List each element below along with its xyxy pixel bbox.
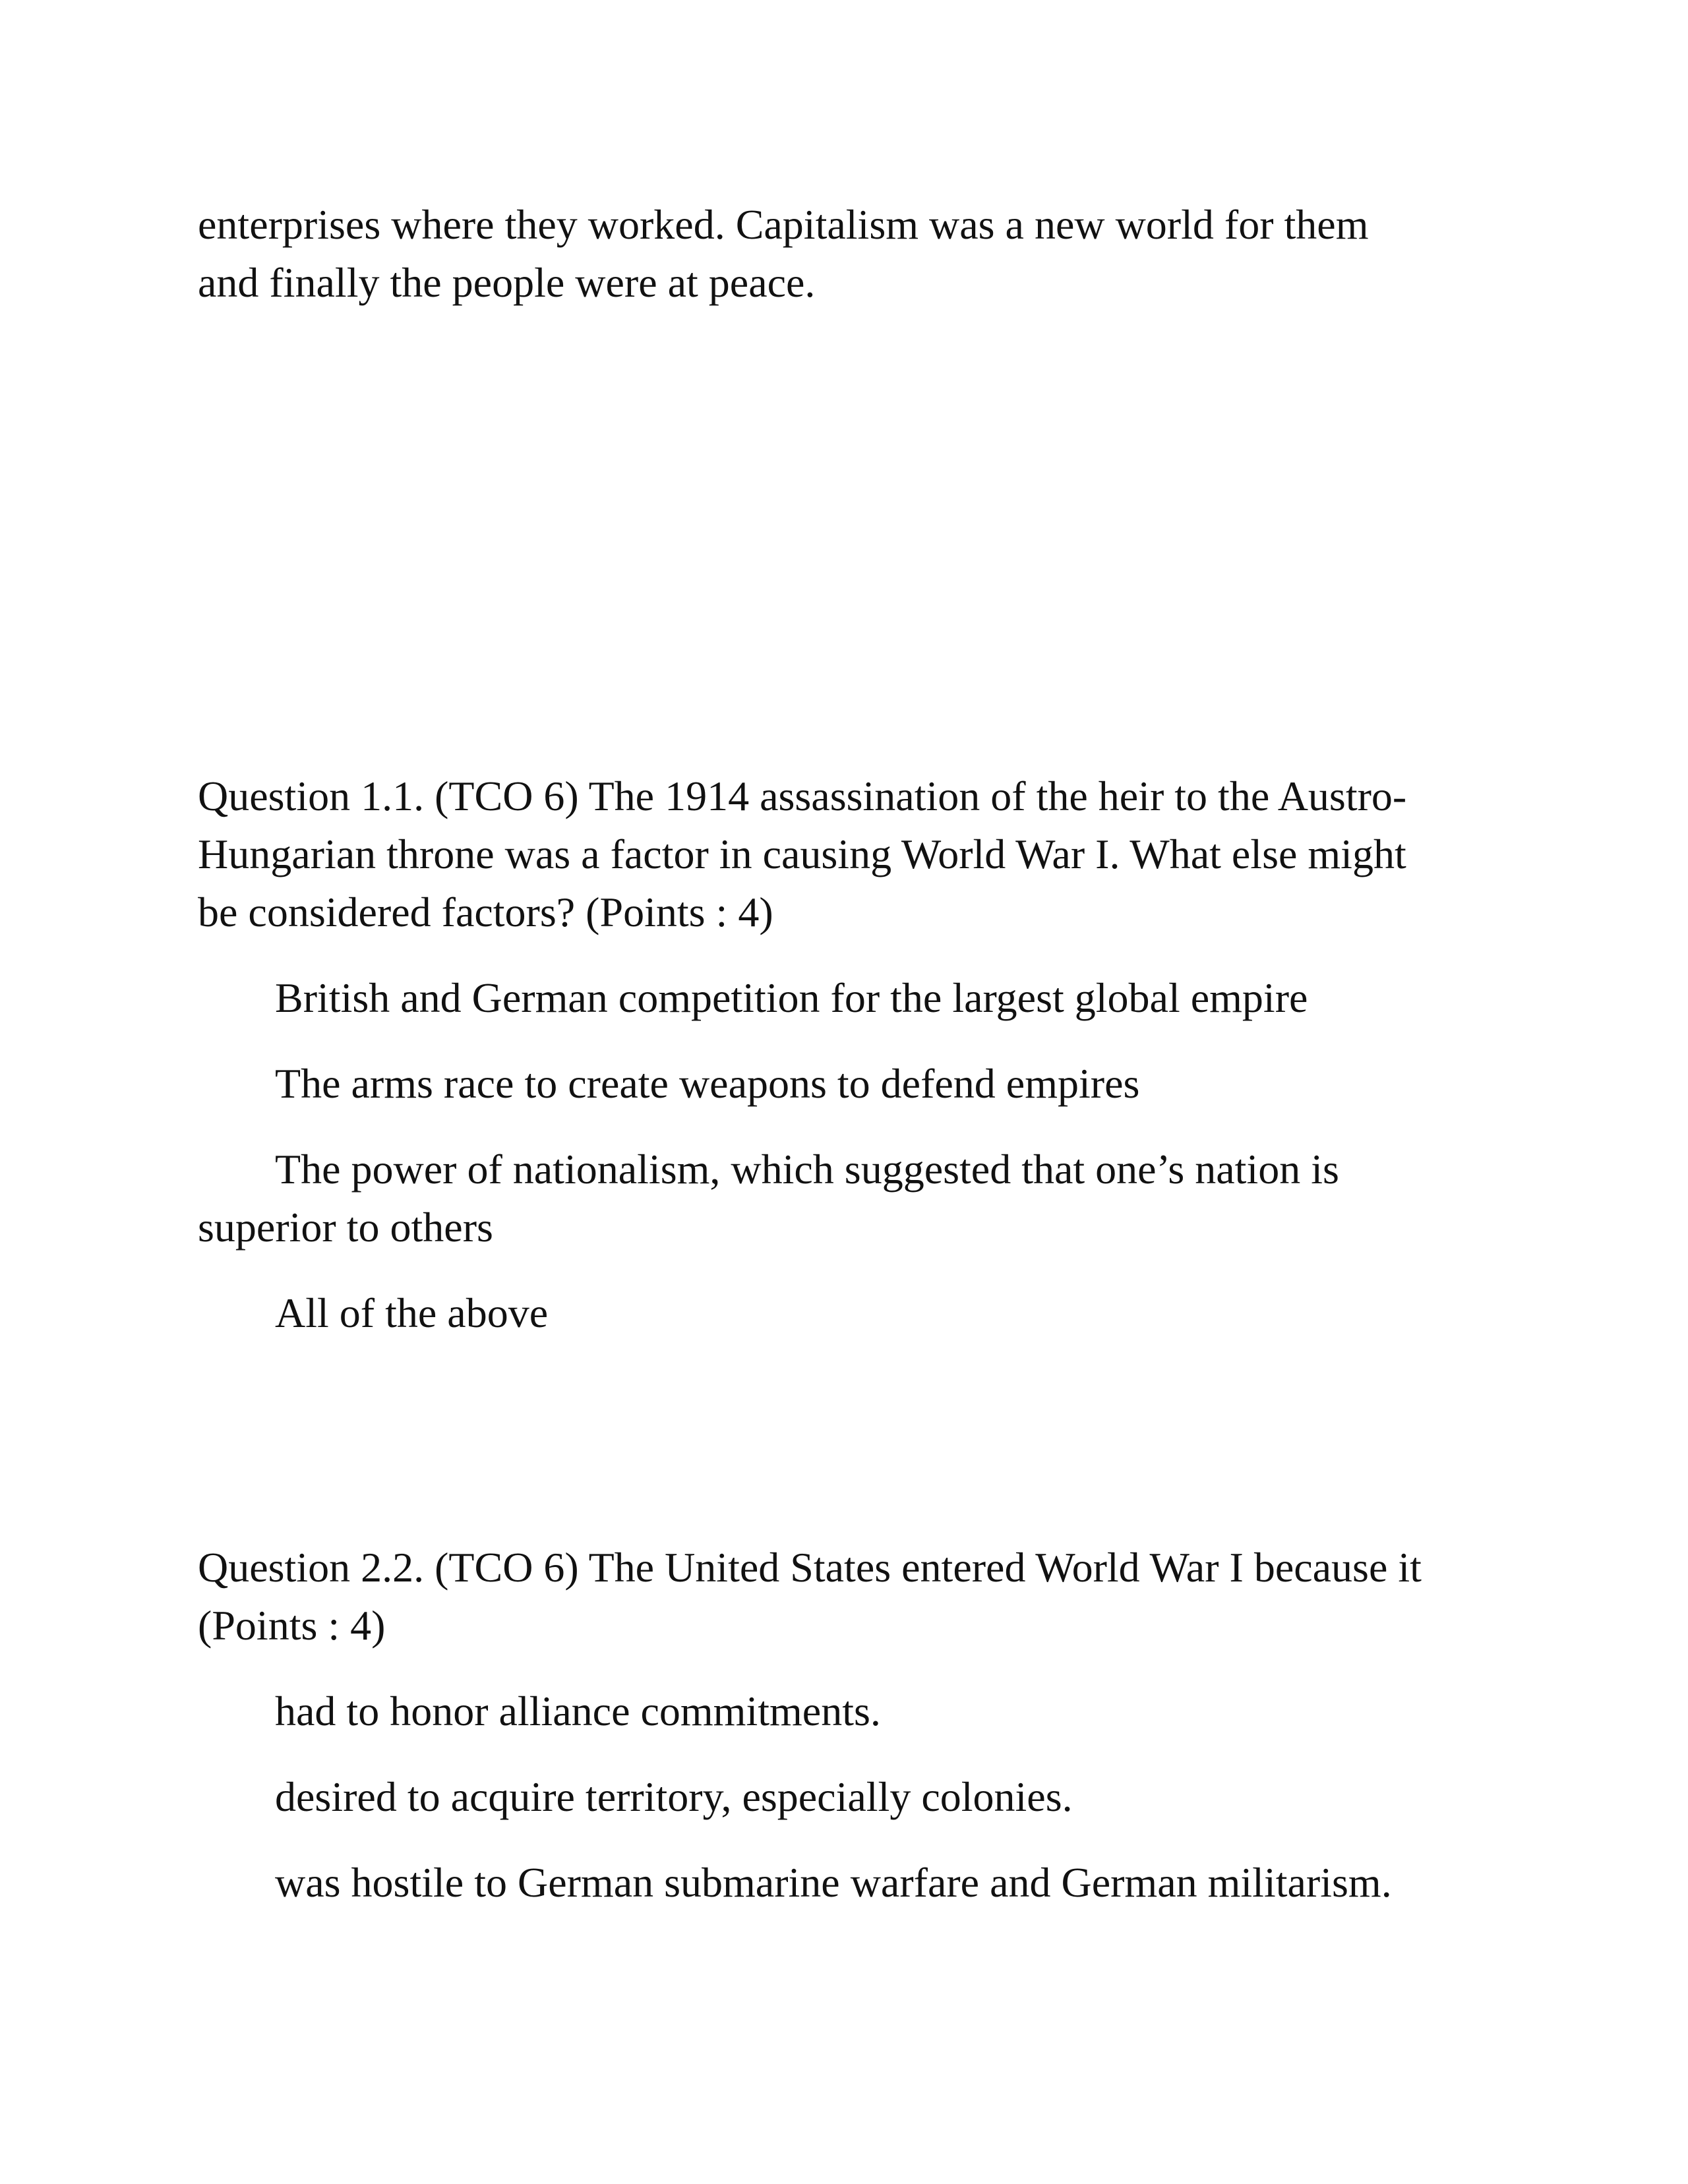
question-1-option-c-line-1: The power of nationalism, which suggested that one’s nation is	[275, 1146, 1339, 1193]
question-1-stem-line-2: Hungarian throne was a factor in causing World War I. What else might	[198, 831, 1406, 877]
question-2-option-a[interactable]: had to honor alliance commitments.	[275, 1688, 881, 1734]
question-2-option-c[interactable]: was hostile to German submarine warfare and German militarism.	[275, 1859, 1392, 1906]
question-1-stem-line-3: be considered factors? (Points : 4)	[198, 889, 773, 935]
question-2-stem-line-1: Question 2.2. (TCO 6) The United States entered World War I because it	[198, 1544, 1422, 1591]
intro-text-line-1: enterprises where they worked. Capitalism was a new world for them	[198, 201, 1369, 248]
question-1-option-a[interactable]: British and German competition for the largest global empire	[275, 974, 1308, 1021]
question-1-stem-line-1: Question 1.1. (TCO 6) The 1914 assassination of the heir to the Austro-	[198, 773, 1407, 819]
question-2-stem-line-2: (Points : 4)	[198, 1602, 386, 1649]
question-2-option-b[interactable]: desired to acquire territory, especially colonies.	[275, 1773, 1073, 1820]
question-1-option-b[interactable]: The arms race to create weapons to defend empires	[275, 1060, 1140, 1107]
question-1-option-c-line-2: superior to others	[198, 1204, 493, 1251]
question-1-option-d[interactable]: All of the above	[275, 1289, 549, 1336]
intro-text-line-2: and finally the people were at peace.	[198, 259, 816, 306]
